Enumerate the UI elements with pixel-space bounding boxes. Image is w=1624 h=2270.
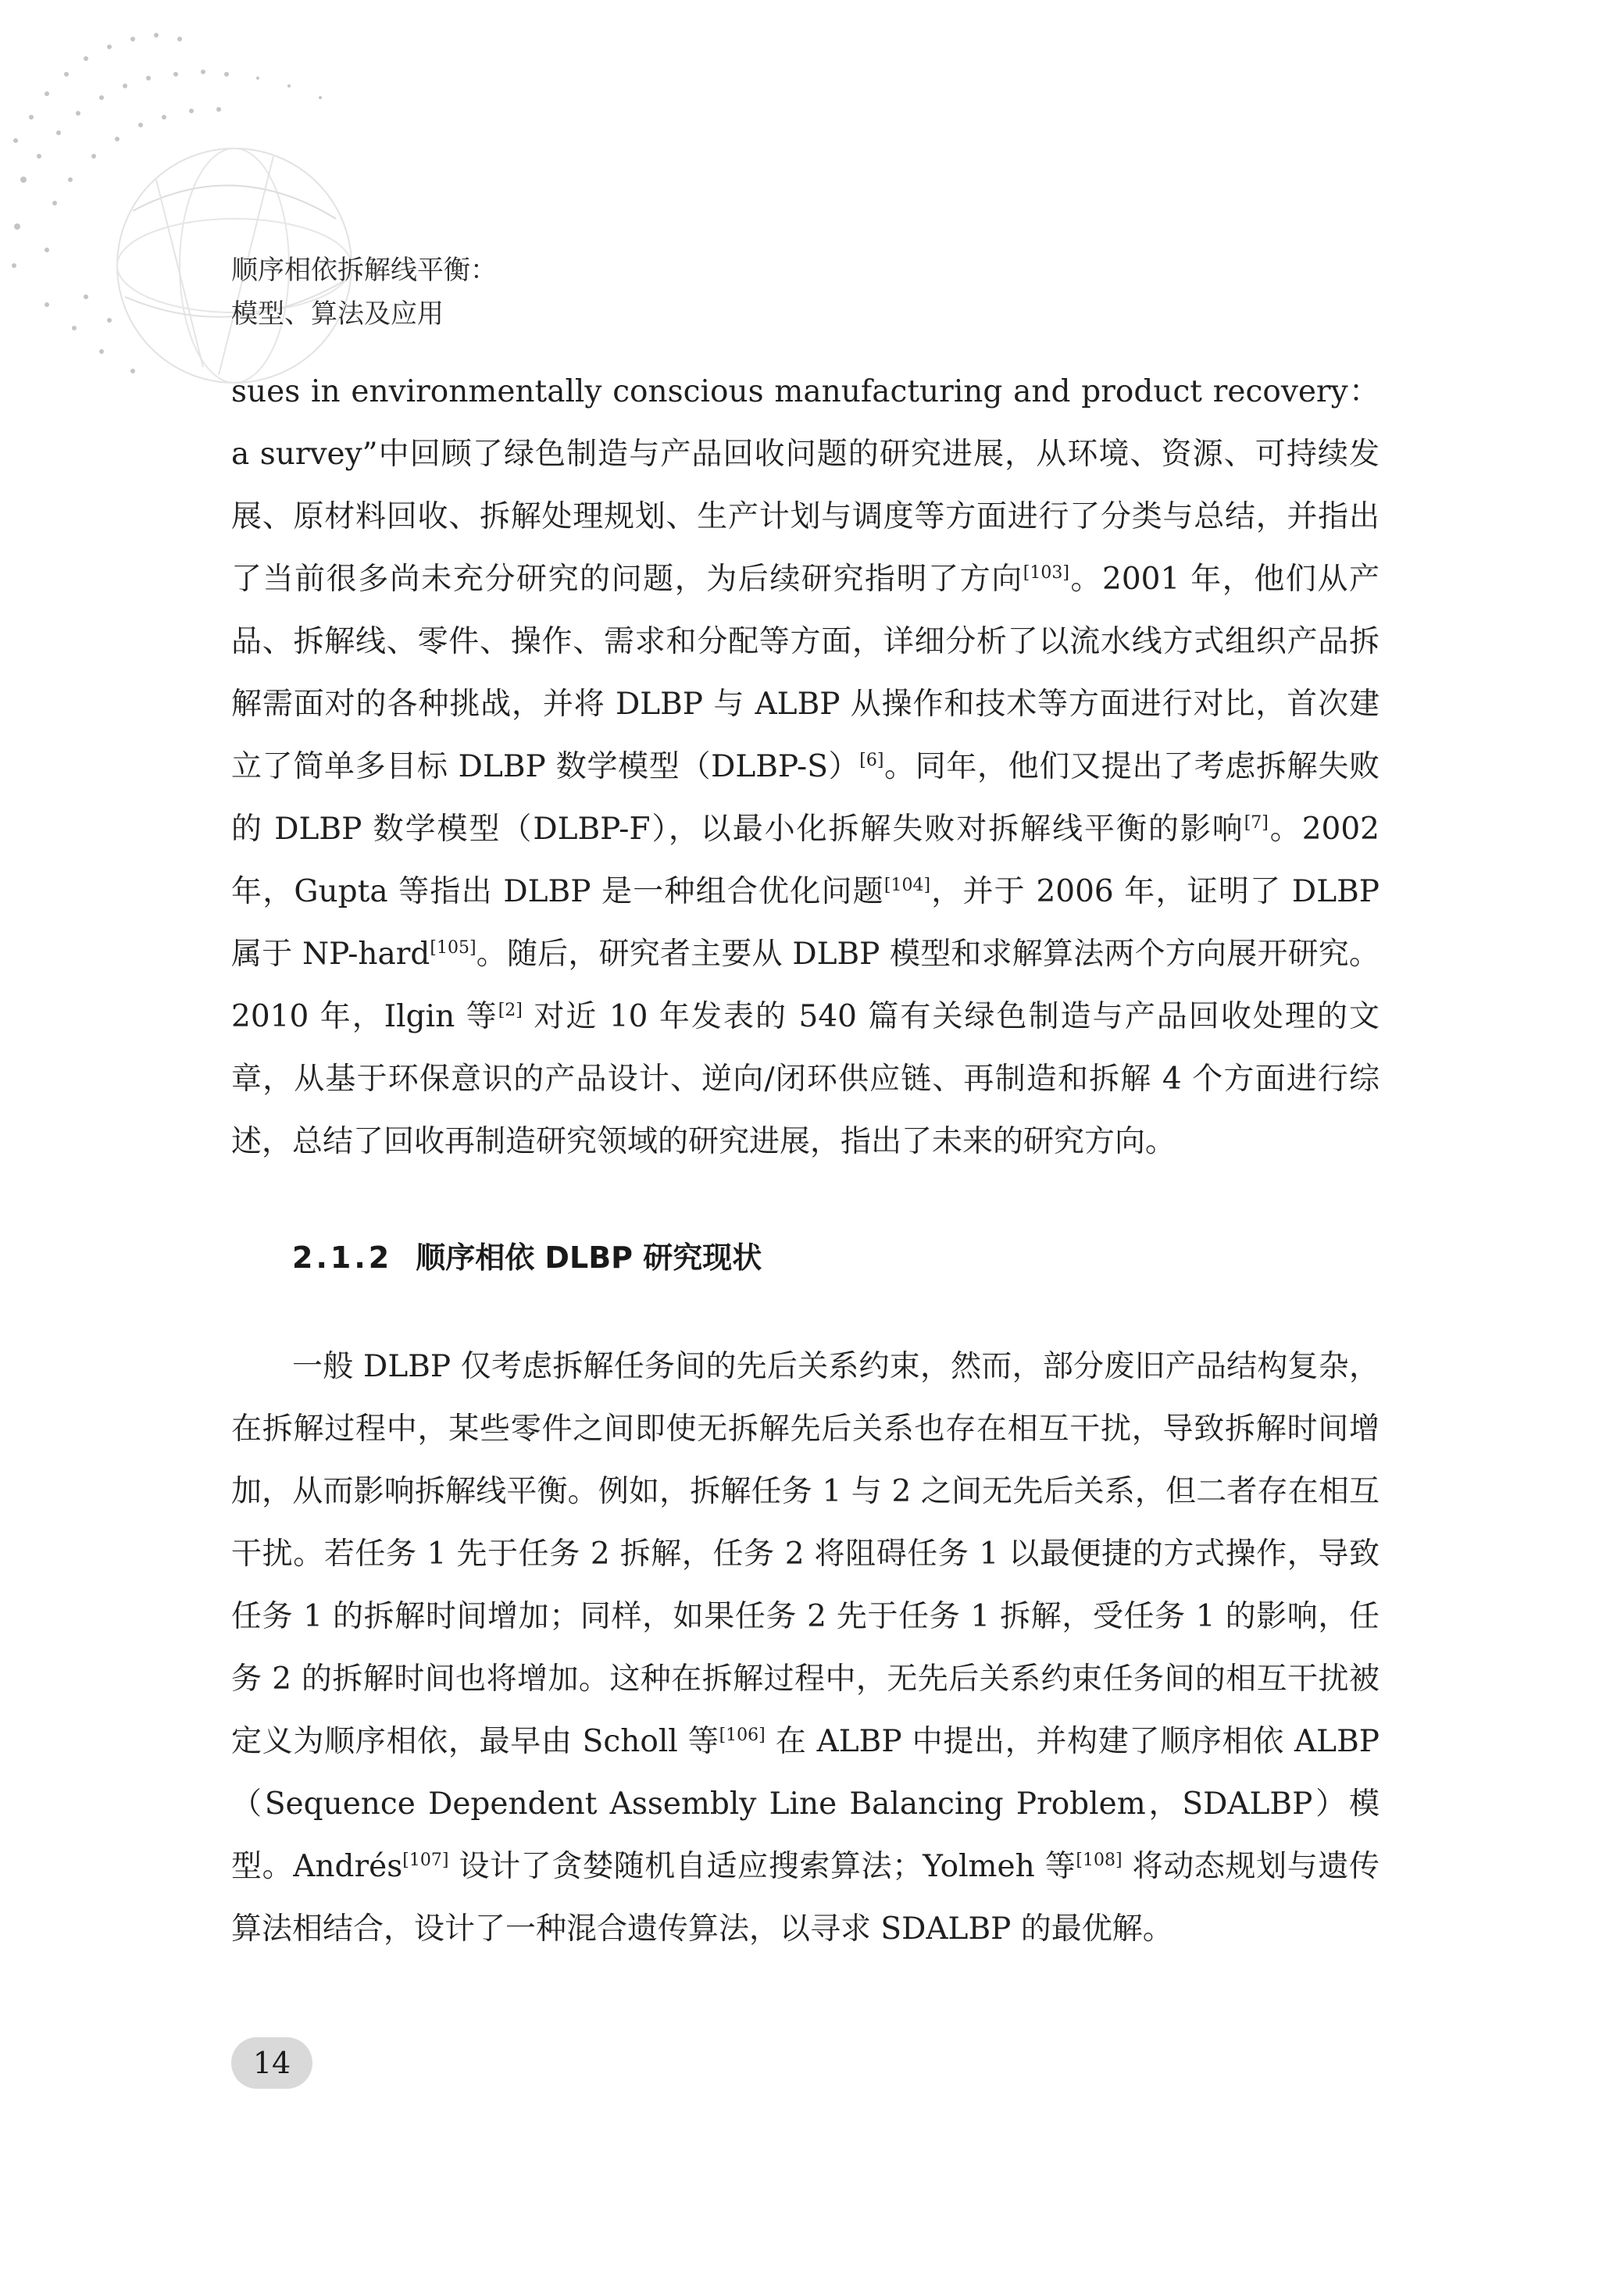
citation-105: [105] [430, 938, 476, 958]
paragraph-2-text: 在 ALBP 中提出，并构建了顺序相依 ALBP（Sequence Dependent Assembly Line Balancing Problem，SDALBP）模型。Andrés [231, 1724, 1380, 1884]
running-head-line2: 模型、算法及应用 [231, 298, 444, 330]
citation-108: [108] [1076, 1851, 1123, 1870]
citation-107: [107] [402, 1851, 449, 1870]
paragraph-1-text: 。2001 年，他们从产品、拆解线、零件、操作、需求和分配等方面，详细分析了以流水线方式组织产品拆解需面对的各种挑战，并将 DLBP 与 ALBP 从操作和技术等方面进行对比，首次建立了简单多目标 DLBP 数学模型（DLBP-S） [231, 562, 1380, 784]
paragraph-2-text: 设计了贪婪随机自适应搜索算法；Yolmeh 等 [448, 1849, 1076, 1884]
running-head [231, 248, 497, 336]
citation-103: [103] [1023, 563, 1069, 583]
paragraph-2-text: 一般 DLBP 仅考虑拆解任务间的先后关系约束，然而，部分废旧产品结构复杂，在拆解过程中，某些零件之间即使无拆解先后关系也存在相互干扰，导致拆解时间增加，从而影响拆解线平衡。例如，拆解任务 1 与 2 之间无先后关系，但二者存在相互干扰。若任务 1 先于任务 2 拆解，任务 2 将阻碍任务 1 以最便捷的方式操作，导致任务 1 的拆解时间增加；同样，如果任务 2 先于任务 1 拆解，受任务 1 的影响，任务 2 的拆解时间也将增加。这种在拆解过程中，无先后关系约束任务间的相互干扰被定义为顺序相依，最早由 Scholl 等 [231, 1349, 1380, 1759]
paragraph-1 [231, 361, 1380, 1173]
paragraph-1-text: sues in environmentally conscious manufacturing and product recovery：a survey”中回顾了绿色制造与产品回收问题的研究进展，从环境、资源、可持续发展、原材料回收、拆解处理规划、生产计划与调度等方面进行了分类与总结，并指出了当前很多尚未充分研究的问题，为后续研究指明了方向 [231, 374, 1380, 597]
paragraph-1-text: 。随后，研究者主要从 DLBP 模型和求解算法两个方向展开研究。2010 年，Ilgin 等 [231, 937, 1380, 1034]
section-title: 顺序相依 DLBP 研究现状 [416, 1240, 762, 1275]
paragraph-1-text: 对近 10 年发表的 540 篇有关绿色制造与产品回收处理的文章，从基于环保意识的产品设计、逆向/闭环供应链、再制造和拆解 4 个方面进行综述，总结了回收再制造研究领域的研究进展，指出了未来的研究方向。 [231, 999, 1380, 1159]
running-head-line1: 顺序相依拆解线平衡： [231, 255, 497, 286]
page-number-badge [231, 2037, 312, 2089]
section-number: 2.1.2 [292, 1240, 393, 1275]
section-heading [231, 1234, 1380, 1281]
paragraph-1-text: ，并于 2006 年，证明了 DLBP 属于 NP-hard [231, 874, 1380, 972]
citation-2: [2] [498, 1001, 523, 1020]
paragraph-1-text: 。2002 年，Gupta 等指出 DLBP 是一种组合优化问题 [231, 812, 1380, 909]
body-text [231, 361, 1380, 1961]
citation-106: [106] [719, 1726, 766, 1745]
paragraph-1-text: 。同年，他们又提出了考虑拆解失败的 DLBP 数学模型（DLBP-F），以最小化拆解失败对拆解线平衡的影响 [231, 749, 1380, 847]
paragraph-2 [231, 1336, 1380, 1961]
citation-6: [6] [859, 751, 884, 770]
citation-7: [7] [1244, 813, 1269, 833]
page-number: 14 [252, 2046, 291, 2080]
paragraph-2-text: 将动态规划与遗传算法相结合，设计了一种混合遗传算法，以寻求 SDALBP 的最优解。 [231, 1849, 1380, 1947]
citation-104: [104] [883, 876, 931, 895]
